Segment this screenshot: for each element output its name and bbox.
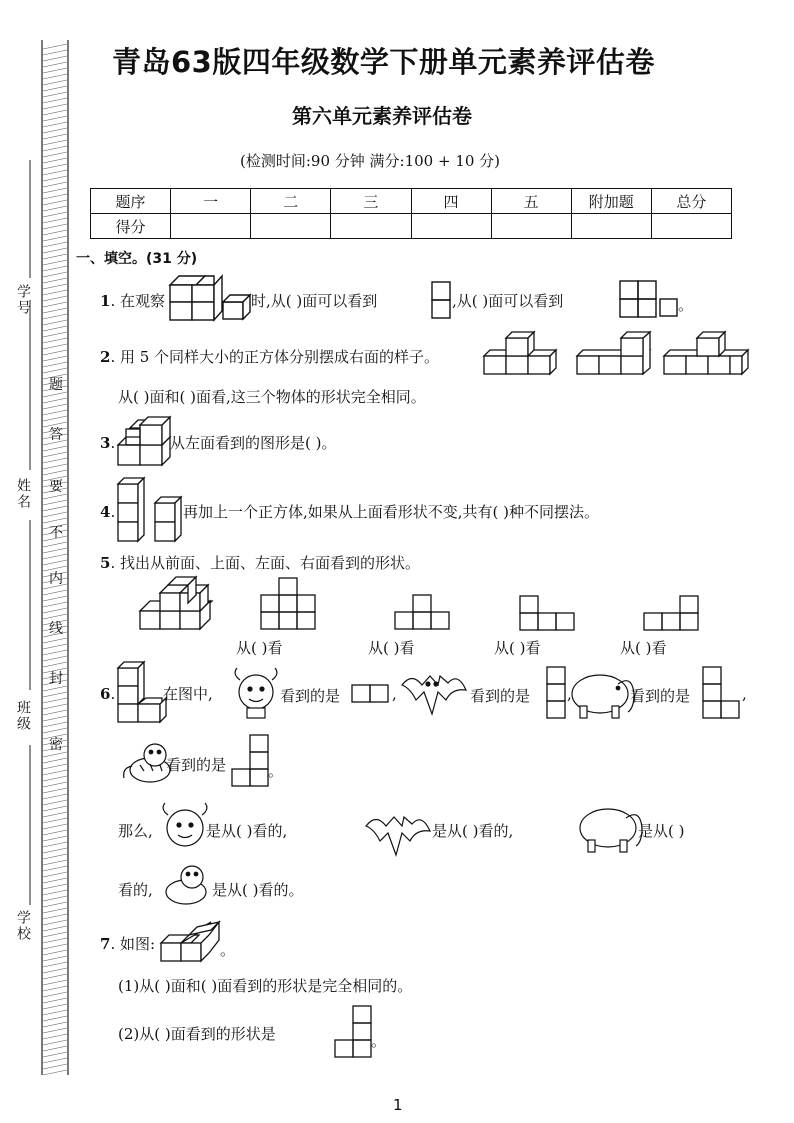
- page-number: 1: [393, 1096, 403, 1114]
- unit-subtitle: 第六单元素养评估卷: [292, 104, 472, 128]
- q5-label-2: 从( )看: [368, 639, 415, 657]
- margin-field-student-id: 学号: [15, 284, 31, 316]
- score-entry-cell[interactable]: [491, 214, 571, 239]
- q5-view-4: [644, 596, 698, 630]
- question-number: 2: [100, 348, 111, 366]
- q6-text-3: 看到的是: [470, 687, 531, 705]
- sheep-character-2: [163, 803, 207, 846]
- q1-text-middle: 时,从( )面可以看到: [251, 292, 378, 310]
- tiger-character: [124, 744, 170, 782]
- question-number: 3: [100, 434, 111, 452]
- score-entry-cell[interactable]: [251, 214, 331, 239]
- score-entry-cell[interactable]: [571, 214, 651, 239]
- q6-comma: ,: [742, 685, 747, 703]
- q1-text-start: . 在观察: [110, 292, 165, 310]
- q6-comma: ,: [567, 685, 572, 703]
- q5-view-1: [261, 578, 315, 629]
- q3-figure: [118, 417, 170, 465]
- exam-meta: (检测时间:90 分钟 满分:100 + 10 分): [240, 152, 501, 170]
- score-table: [90, 188, 732, 239]
- score-header-cell: 题序: [91, 189, 171, 214]
- q6-then-prefix: 那么,: [118, 822, 153, 840]
- seal-char: 答: [49, 427, 63, 443]
- q6-text-4: 看到的是: [630, 687, 691, 705]
- margin-field-school: 学校: [15, 910, 31, 942]
- q5-label-3: 从( )看: [494, 639, 541, 657]
- q7-sub2: (2)从( )面看到的形状是: [118, 1025, 276, 1043]
- q3-text: 从左面看到的图形是( )。: [170, 434, 337, 452]
- score-table-score-row: [91, 214, 732, 239]
- q5-main-figure: [140, 577, 212, 629]
- q6-sheep-view: [352, 685, 388, 702]
- score-entry-cell[interactable]: [171, 214, 251, 239]
- score-header-cell: 三: [331, 189, 411, 214]
- question-number: 4: [100, 503, 111, 521]
- q6-elephant-view: [703, 667, 739, 718]
- q1-view-b: [620, 281, 677, 317]
- q5-label-1: 从( )看: [236, 639, 283, 657]
- score-header-cell: 二: [251, 189, 331, 214]
- question-number: 5: [100, 554, 111, 572]
- question-3: 3.: [100, 434, 116, 452]
- score-header-cell: 一: [171, 189, 251, 214]
- q6-figure: [118, 662, 166, 722]
- seal-char: 封: [49, 671, 63, 687]
- score-table-header-row: [91, 189, 732, 214]
- q6-text-1: 在图中,: [163, 685, 213, 703]
- question-number: 6: [100, 685, 111, 703]
- question-number: 7: [100, 935, 111, 953]
- score-entry-cell[interactable]: [331, 214, 411, 239]
- elephant-character: [572, 675, 634, 718]
- elephant-character-2: [580, 809, 642, 852]
- q2-figures: [484, 332, 748, 374]
- q6-bat-view: [547, 667, 565, 718]
- q6-line-b: 看的,: [118, 881, 153, 899]
- q5-view-2: [395, 595, 449, 629]
- sheep-character: [235, 668, 277, 718]
- tiger-character-2: [166, 866, 206, 904]
- score-header-cell: 总分: [651, 189, 731, 214]
- q6-text-5: 看到的是: [166, 756, 227, 774]
- q6-comma: ,: [392, 685, 397, 703]
- seal-char: 不: [49, 525, 63, 541]
- q1-text-end: 。: [678, 296, 694, 314]
- section-heading: 一、填空。(31 分): [76, 251, 198, 267]
- q6-is-from-4: 是从( )看的。: [212, 881, 304, 899]
- q6-period: 。: [268, 762, 284, 780]
- q4-figure: [118, 478, 181, 541]
- q6-is-from-2: 是从( )看的,: [432, 822, 514, 840]
- q2-text-line1: . 用 5 个同样大小的正方体分别摆成右面的样子。: [110, 348, 440, 366]
- q1-view-a: [432, 282, 450, 318]
- seal-char: 线: [49, 621, 63, 637]
- score-header-cell: 附加题: [571, 189, 651, 214]
- q7-period: 。: [220, 941, 236, 959]
- margin-field-class: 班级: [15, 700, 31, 732]
- seal-char: 内: [49, 571, 63, 587]
- q6-is-from-3: 是从( ): [638, 822, 685, 840]
- margin-field-name: 姓名: [15, 478, 31, 510]
- q5-label-4: 从( )看: [620, 639, 667, 657]
- score-row-label: 得分: [91, 214, 171, 239]
- q6-tiger-view: [232, 735, 268, 786]
- bat-character: [402, 676, 466, 714]
- q6-is-from-1: 是从( )看的,: [206, 822, 288, 840]
- q7-figure: [161, 922, 219, 961]
- seal-char: 题: [49, 377, 63, 393]
- question-number: 1: [100, 292, 111, 310]
- seal-char: 密: [49, 737, 63, 753]
- bat-character-2: [366, 817, 430, 855]
- q7-sub1: (1)从( )面和( )面看到的形状是完全相同的。: [118, 977, 413, 995]
- score-header-cell: 四: [411, 189, 491, 214]
- question-4: 4.: [100, 503, 116, 521]
- score-header-cell: 五: [491, 189, 571, 214]
- q7-view: [335, 1006, 371, 1057]
- q5-view-3: [520, 596, 574, 630]
- q1-text-middle2: ,从( )面可以看到: [452, 292, 564, 310]
- question-2: [100, 346, 439, 367]
- score-entry-cell[interactable]: [411, 214, 491, 239]
- q4-text: 再加上一个正方体,如果从上面看形状不变,共有( )种不同摆法。: [183, 503, 600, 521]
- binding-margin-lines: [42, 40, 68, 1075]
- question-6: 6.: [100, 685, 116, 703]
- question-1: [100, 290, 165, 311]
- question-5: [100, 552, 420, 573]
- q5-text: . 找出从前面、上面、左面、右面看到的形状。: [110, 554, 420, 572]
- question-7: [100, 933, 155, 954]
- q7-intro: . 如图:: [110, 935, 156, 953]
- q2-text-line2: 从( )面和( )面看,这三个物体的形状完全相同。: [118, 388, 426, 406]
- page-title: 青岛63版四年级数学下册单元素养评估卷: [112, 45, 655, 79]
- q6-text-2: 看到的是: [280, 687, 341, 705]
- q1-cube-figure: [170, 276, 250, 320]
- q7-period: 。: [371, 1032, 387, 1050]
- score-entry-cell[interactable]: [651, 214, 731, 239]
- seal-char: 要: [49, 479, 63, 495]
